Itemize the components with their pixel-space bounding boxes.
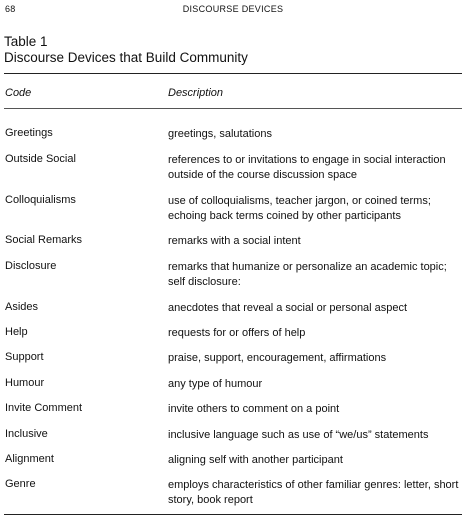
page-header <box>0 4 466 18</box>
column-header-description: Description <box>168 87 224 99</box>
description-cell: any type of humour <box>168 378 263 390</box>
description-cell: invite others to comment on a point <box>168 403 340 415</box>
description-cell: praise, support, encouragement, affirmations <box>168 352 387 364</box>
description-cell: remarks that humanize or personalize an academic topic; self disclosure: <box>168 261 447 288</box>
description-cell: requests for or offers of help <box>168 327 306 339</box>
code-cell: Social Remarks <box>5 234 83 246</box>
code-cell: Alignment <box>5 453 54 465</box>
description-cell: references to or invitations to engage in social interaction outside of the course discussion space <box>168 154 446 181</box>
code-cell: Outside Social <box>5 153 76 165</box>
description-cell: inclusive language such as use of “we/us” statements <box>168 429 429 441</box>
code-cell: Asides <box>5 301 39 313</box>
table-top-rule <box>4 73 462 74</box>
description-cell: greetings, salutations <box>168 128 272 140</box>
code-cell: Colloquialisms <box>5 194 76 206</box>
code-cell: Help <box>5 326 28 338</box>
table-title: Discourse Devices that Build Community <box>4 50 248 65</box>
table-label: Table 1 <box>4 34 48 49</box>
running-head: DISCOURSE DEVICES <box>182 4 284 14</box>
description-cell: use of colloquialisms, teacher jargon, or coined terms; echoing back terms coined by other participants <box>168 195 431 222</box>
description-cell: aligning self with another participant <box>168 454 343 466</box>
table-bottom-rule <box>4 514 462 515</box>
page-number: 68 <box>5 4 16 14</box>
code-cell: Humour <box>5 377 45 389</box>
code-cell: Greetings <box>5 127 53 139</box>
description-cell: employs characteristics of other familiar genres: letter, short story, book report <box>168 479 459 506</box>
code-cell: Genre <box>5 478 36 490</box>
table-header-rule <box>4 108 462 109</box>
code-cell: Support <box>5 351 44 363</box>
code-cell: Invite Comment <box>5 402 83 414</box>
code-cell: Disclosure <box>5 260 57 272</box>
column-header-code: Code <box>5 87 32 99</box>
description-cell: anecdotes that reveal a social or personal aspect <box>168 302 408 314</box>
description-cell: remarks with a social intent <box>168 235 301 247</box>
code-cell: Inclusive <box>5 428 48 440</box>
